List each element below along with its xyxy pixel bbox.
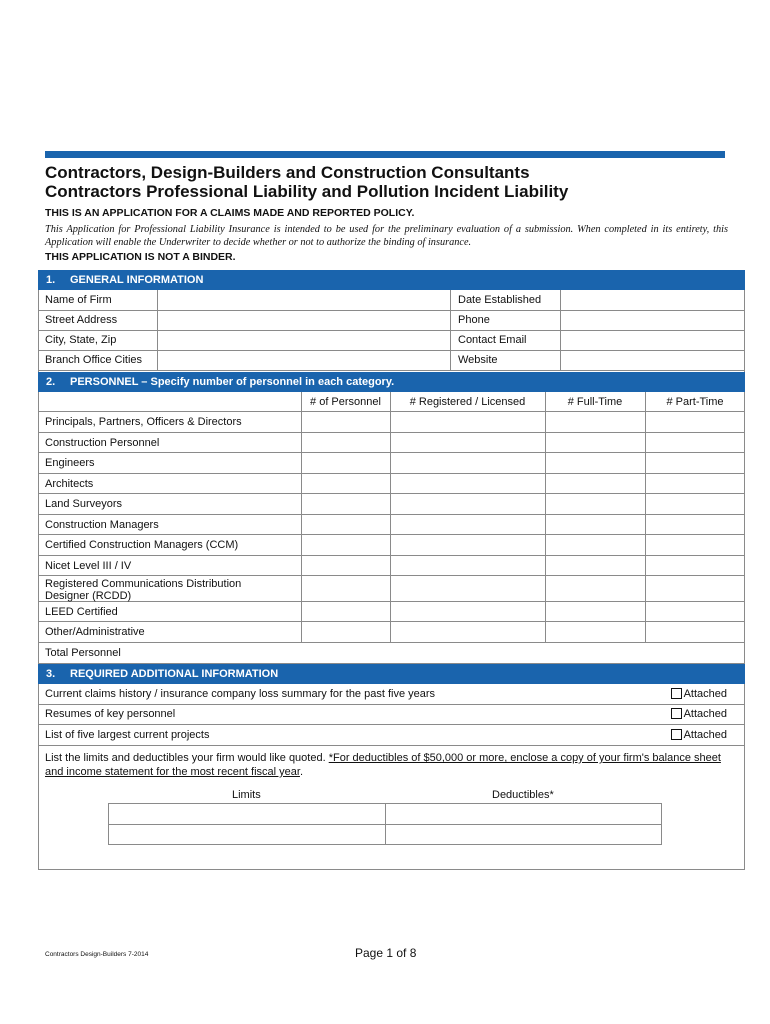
- field-input[interactable]: [560, 290, 745, 310]
- limit-input-1[interactable]: [109, 804, 384, 823]
- personnel-count-input[interactable]: [301, 494, 390, 514]
- personnel-row: [38, 576, 745, 602]
- personnel-count-input[interactable]: [301, 556, 390, 575]
- personnel-row: [38, 494, 745, 515]
- field-label: Name of Firm: [45, 294, 112, 306]
- personnel-category: Construction Managers: [45, 519, 159, 531]
- personnel-count-input[interactable]: [545, 494, 645, 514]
- personnel-count-input[interactable]: [645, 556, 745, 575]
- field-input[interactable]: [157, 330, 450, 350]
- personnel-count-input[interactable]: [390, 515, 545, 534]
- personnel-count-input[interactable]: [301, 515, 390, 534]
- attached-checkbox[interactable]: Attached: [671, 688, 727, 700]
- personnel-count-input[interactable]: [545, 474, 645, 493]
- personnel-count-input[interactable]: [301, 576, 390, 601]
- field-input[interactable]: [560, 330, 745, 350]
- personnel-count-input[interactable]: [645, 494, 745, 514]
- personnel-count-input[interactable]: [645, 602, 745, 621]
- personnel-count-input[interactable]: [645, 576, 745, 601]
- field-label: City, State, Zip: [45, 334, 117, 346]
- personnel-category: Architects: [45, 478, 94, 490]
- header-rule: [45, 151, 725, 158]
- required-info-row: [38, 725, 745, 746]
- personnel-row: [38, 412, 745, 433]
- personnel-count-input[interactable]: [545, 602, 645, 621]
- field-label: Phone: [458, 314, 490, 326]
- limit-input-2[interactable]: [109, 825, 384, 844]
- limits-instructions: List the limits and deductibles your firm would like quoted. *For deductibles of $50,000 or more, enclose a copy of your firm's balance sheet and income statement for the most recent fiscal year.: [45, 752, 721, 778]
- personnel-category: Construction Personnel: [45, 437, 160, 449]
- field-input[interactable]: [157, 290, 450, 310]
- page-number: Page 1 of 8: [355, 946, 417, 960]
- personnel-count-input[interactable]: [545, 556, 645, 575]
- personnel-row: [38, 535, 745, 556]
- field-input[interactable]: [157, 310, 450, 330]
- personnel-count-input[interactable]: [390, 556, 545, 575]
- personnel-count-input[interactable]: [390, 453, 545, 473]
- personnel-count-input[interactable]: [545, 412, 645, 432]
- section-1-header: 1. GENERAL INFORMATION: [38, 270, 745, 290]
- personnel-count-input[interactable]: [301, 433, 390, 452]
- intro-text: This Application for Professional Liability Insurance is intended to be used for the preliminary evaluation of a submission. When completed in its entirety, this Application will enable the Underwriter to decide whether or not to authorize the binding of insurance.: [45, 224, 728, 248]
- limits-header: Limits: [232, 789, 261, 801]
- general-info-row: [38, 310, 745, 331]
- personnel-count-input[interactable]: [390, 602, 545, 621]
- personnel-count-input[interactable]: [301, 453, 390, 473]
- personnel-count-input[interactable]: [645, 433, 745, 452]
- personnel-count-input[interactable]: [545, 622, 645, 642]
- personnel-count-input[interactable]: [545, 433, 645, 452]
- deductible-note: *For deductibles of $50,000 or more, enclose a copy of your firm's balance sheet and income statement for the most recent fiscal year: [45, 752, 721, 778]
- personnel-count-input[interactable]: [390, 535, 545, 555]
- field-label: Branch Office Cities: [45, 354, 143, 366]
- attached-checkbox[interactable]: Attached: [671, 708, 727, 720]
- field-label: Date Established: [458, 294, 542, 306]
- personnel-column-headers: [38, 392, 745, 412]
- personnel-row: [38, 643, 745, 664]
- personnel-category: Other/Administrative: [45, 626, 145, 638]
- personnel-category: LEED Certified: [45, 606, 118, 618]
- field-label: Website: [458, 354, 498, 366]
- general-info-row: [38, 330, 745, 351]
- personnel-count-input[interactable]: [645, 535, 745, 555]
- personnel-category: Certified Construction Managers (CCM): [45, 539, 239, 551]
- checkbox-icon: [671, 708, 682, 719]
- personnel-row: [38, 556, 745, 576]
- personnel-category: Total Personnel: [45, 647, 121, 659]
- personnel-count-input[interactable]: [301, 412, 390, 432]
- form-id: Contractors Design-Builders 7-2014: [45, 951, 149, 958]
- personnel-row: [38, 602, 745, 622]
- personnel-count-input[interactable]: [390, 494, 545, 514]
- required-info-row: [38, 704, 745, 725]
- personnel-count-input[interactable]: [645, 515, 745, 534]
- personnel-count-input[interactable]: [645, 622, 745, 642]
- personnel-count-input[interactable]: [390, 433, 545, 452]
- personnel-count-input[interactable]: [645, 412, 745, 432]
- col-header-personnel: # of Personnel: [310, 396, 381, 408]
- col-header-fulltime: # Full-Time: [567, 396, 623, 408]
- field-input[interactable]: [560, 350, 745, 370]
- deductible-input-2[interactable]: [386, 825, 661, 844]
- section-2-header: 2. PERSONNEL – Specify number of personnel in each category.: [38, 372, 745, 392]
- personnel-category: Principals, Partners, Officers & Directors: [45, 416, 242, 428]
- personnel-count-input[interactable]: [301, 535, 390, 555]
- required-item-label: List of five largest current projects: [45, 729, 210, 741]
- field-input[interactable]: [560, 310, 745, 330]
- field-label: Street Address: [45, 314, 118, 326]
- personnel-category: Registered Communications Distribution Designer (RCDD): [45, 578, 242, 602]
- checkbox-icon: [671, 688, 682, 699]
- personnel-count-input[interactable]: [390, 576, 545, 601]
- deductibles-header: Deductibles*: [492, 789, 554, 801]
- checkbox-icon: [671, 729, 682, 740]
- binder-notice: THIS APPLICATION IS NOT A BINDER.: [45, 251, 236, 263]
- section-3-header: 3. REQUIRED ADDITIONAL INFORMATION: [38, 664, 745, 684]
- page-title: Contractors, Design-Builders and Construction Consultants: [45, 163, 530, 182]
- personnel-count-input[interactable]: [390, 474, 545, 493]
- personnel-count-input[interactable]: [390, 412, 545, 432]
- personnel-count-input[interactable]: [301, 602, 390, 621]
- personnel-count-input[interactable]: [645, 453, 745, 473]
- general-info-row: [38, 350, 745, 371]
- personnel-category: Engineers: [45, 457, 95, 469]
- claims-notice: THIS IS AN APPLICATION FOR A CLAIMS MADE AND REPORTED POLICY.: [45, 207, 415, 219]
- personnel-row: [38, 622, 745, 643]
- deductible-input-1[interactable]: [386, 804, 661, 823]
- required-item-label: Resumes of key personnel: [45, 708, 176, 720]
- personnel-count-input[interactable]: [545, 576, 645, 601]
- page-subtitle: Contractors Professional Liability and Pollution Incident Liability: [45, 182, 569, 201]
- personnel-category: Land Surveyors: [45, 498, 123, 510]
- col-header-parttime: # Part-Time: [666, 396, 724, 408]
- personnel-row: [38, 474, 745, 494]
- general-info-row: [38, 290, 745, 311]
- personnel-count-input[interactable]: [645, 474, 745, 493]
- field-label: Contact Email: [458, 334, 527, 346]
- personnel-count-input[interactable]: [545, 535, 645, 555]
- personnel-category: Nicet Level III / IV: [45, 560, 132, 572]
- required-info-row: [38, 684, 745, 705]
- personnel-count-input[interactable]: [301, 474, 390, 493]
- col-header-registered: # Registered / Licensed: [409, 396, 526, 408]
- personnel-count-input[interactable]: [390, 622, 545, 642]
- attached-checkbox[interactable]: Attached: [671, 729, 727, 741]
- personnel-row: [38, 453, 745, 474]
- personnel-count-input[interactable]: [545, 453, 645, 473]
- personnel-count-input[interactable]: [301, 622, 390, 642]
- personnel-row: [38, 515, 745, 535]
- field-input[interactable]: [157, 350, 450, 370]
- required-item-label: Current claims history / insurance company loss summary for the past five years: [45, 688, 436, 700]
- personnel-row: [38, 433, 745, 453]
- personnel-count-input[interactable]: [545, 515, 645, 534]
